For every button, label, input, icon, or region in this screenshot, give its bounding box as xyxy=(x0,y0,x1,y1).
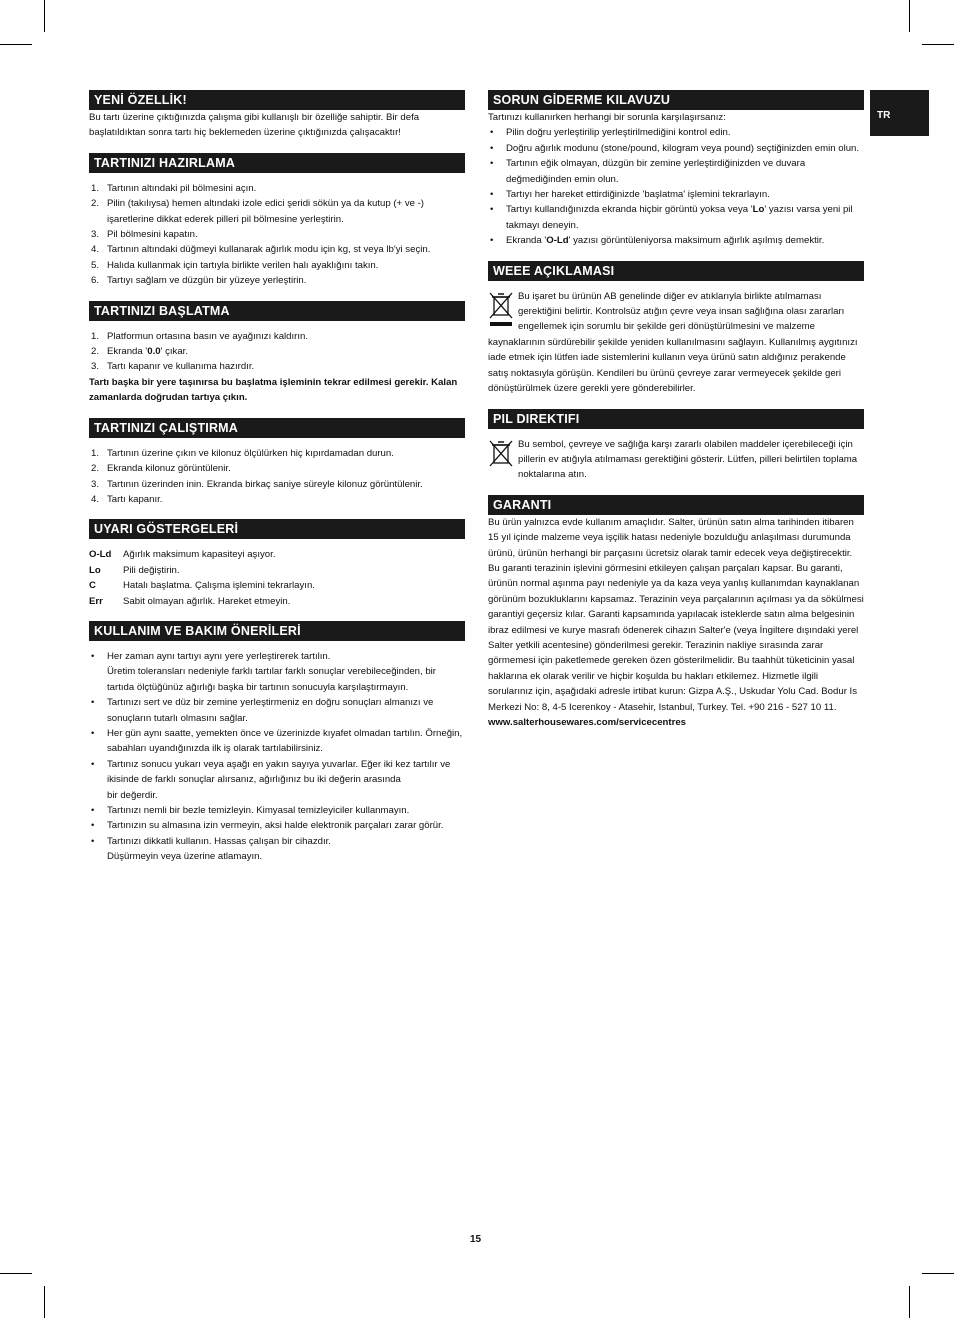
section-prepare xyxy=(89,153,465,289)
section-troubleshoot xyxy=(488,90,864,249)
list-item: 4. Tartının altındaki düğmeyi kullanarak ağırlık modu için kg, st veya lb'yi seçin. xyxy=(91,244,431,256)
section-intro: Tartınızı kullanırken herhangi bir sorunla karşılaşırsanız: xyxy=(488,112,726,123)
display-code: 0.0 xyxy=(147,346,161,358)
list-item: • Doğru ağırlık modunu (stone/pound, kilogram veya pound) seçtiğinizden emin olun. xyxy=(490,142,860,154)
bullet-list xyxy=(488,125,864,248)
crop-mark xyxy=(44,0,45,32)
warning-text: Pili değiştirin. xyxy=(123,564,180,576)
warning-code: O-Ld xyxy=(89,549,112,561)
section-heading: TARTINIZI BAŞLATMA xyxy=(89,301,465,321)
crop-mark xyxy=(909,1286,910,1318)
crop-mark xyxy=(909,0,910,32)
section-heading: WEEE AÇIKLAMASI xyxy=(488,261,864,281)
section-text: Bu ürün yalnızca evde kullanım amaçlıdır. Salter, ürünün satın alma tarihinden itibaren 15 yıl içinde malzeme veya işçilik hatası nedeniyle bozulduğu anlaşılması durumunda ürünü, ürünün herhangi bir parçasını ücretsiz olarak tamir edecek veya değiştirecektir. Bu garanti terazinin işlevini görmesini etkileyen çalışan parçaları kapsar. Bu garanti, ürünün normal aşınma payı nedeniyle ya da kaza veya yanlış kullanımdan kaynaklanan görünüm bozukluklarını kapsamaz. Terazinin veya parçalarının açılması ya da sökülmesi garantiyi geçersiz kılar. Garanti kapsamında yapılacak isteklerde satın alma belgesinin ibraz edilmesi ve kurye masrafı ödenerek cihazın Salter'e (veya İngiltere dışındaki yerel Salter yetkili acentesine) gönderilmesi gerekir. Terazinin nakliye sırasında zarar görmemesi için paketlemede gereken özen gösterilmelidir. Bu taahhüt tüketicinin yasal haklarına ek olarak verilir ve hiçbir koşulda bu hakları etkilemez. Hizmetle ilgili sorularınız için, aşağıdaki adresle irtibat kurun: Gizpa A.Ş., Uskudar Yolu Cad. Bodur Is Merkezi No: 8, 4-5 Icerenkoy - Atasehir, Istanbul, Turkey. Tel. +90 216 - 527 10 11. xyxy=(488,516,864,713)
list-item: 1. Platformun ortasına basın ve ayağınızı kaldırın. xyxy=(91,330,309,342)
service-link[interactable]: www.salterhousewares.com/servicecentres xyxy=(488,717,687,728)
section-warranty xyxy=(488,495,864,731)
list-item: • Her gün aynı saatte, yemekten önce ve üzerinizde kıyafet olmadan tartılın. Örneğin, sabahları uyandığınızda ilk iş olarak tartılabilirsiniz. xyxy=(91,727,463,755)
list-item: • Tartıyı her hareket ettirdiğinizde 'başlatma' işlemini tekrarlayın. xyxy=(490,189,770,201)
crossed-bin-icon xyxy=(488,439,514,469)
list-item: • Ekranda 'O-Ld' yazısı görüntüleniyorsa maksimum ağırlık aşılmış demektir. xyxy=(490,235,825,247)
crop-mark xyxy=(0,44,32,45)
list-item: 2. Ekranda '0.0' çıkar. xyxy=(91,346,189,358)
section-heading: PIL DIREKTIFI xyxy=(488,409,864,429)
crop-mark xyxy=(0,1273,32,1274)
display-code: Lo xyxy=(752,204,765,216)
list-item: • Tartınızı nemli bir bezle temizleyin. Kimyasal temizleyiciler kullanmayın. xyxy=(91,805,410,816)
section-heading: SORUN GİDERME KILAVUZU xyxy=(488,90,864,110)
section-warnings xyxy=(89,519,465,609)
list-item: • Her zaman aynı tartıyı aynı yere yerleştirerek tartılın. Üretim toleransları nedeniyle farklı tartılar farklı sonuçlar verebileceğinden, bir tartıda ölçtüğünüz ağırlığı başka bir tartının sonucuyla karşılaştırmayın. xyxy=(91,650,436,693)
bullet-list xyxy=(89,649,465,865)
list-item: 2. Pilin (takılıysa) hemen altındaki izole edici şeridi sökün ya da kutup (+ ve -) işaretlerine dikkat ederek pilleri pil bölmesine yerleştirin. xyxy=(91,198,425,225)
list-item: 3. Tartı kapanır ve kullanıma hazırdır. xyxy=(91,361,255,373)
list-item: 1. Tartının üzerine çıkın ve kilonuz ölçülürken hiç kıpırdamadan durun. xyxy=(91,447,394,459)
list-item: 1. Tartının altındaki pil bölmesini açın. xyxy=(91,182,257,194)
crossed-bin-icon xyxy=(488,291,514,327)
left-column xyxy=(89,90,465,877)
section-care xyxy=(89,621,465,865)
warning-code: Err xyxy=(89,595,103,607)
list-item: • Tartınızı dikkatli kullanın. Hassas çalışan bir cihazdır. Düşürmeyin veya üzerine atlamayın. xyxy=(91,835,331,863)
list-item: 2. Ekranda kilonuz görüntülenir. xyxy=(91,463,231,475)
numbered-list xyxy=(89,181,465,289)
warning-text: Ağırlık maksimum kapasiteyi aşıyor. xyxy=(123,549,276,561)
crop-mark xyxy=(922,1273,954,1274)
list-item: 4. Tartı kapanır. xyxy=(91,493,163,505)
numbered-list xyxy=(89,446,465,508)
list-item: 5. Halıda kullanmak için tartıyla birlikte verilen halı ayaklığını takın. xyxy=(91,259,379,271)
section-heading: YENİ ÖZELLİK! xyxy=(89,90,465,110)
list-item: • Tartıyı kullandığınızda ekranda hiçbir görüntü yoksa veya 'Lo' yazısı varsa yeni pil takmayı deneyin. xyxy=(490,204,853,231)
list-item: 3. Pil bölmesini kapatın. xyxy=(91,229,198,241)
warning-code: C xyxy=(89,580,96,592)
display-code: O-Ld xyxy=(546,235,569,247)
section-heading: TARTINIZI HAZIRLAMA xyxy=(89,153,465,173)
section-heading: KULLANIM VE BAKIM ÖNERİLERİ xyxy=(89,621,465,641)
page-number: 15 xyxy=(470,1234,482,1245)
numbered-list xyxy=(89,329,465,375)
list-item: • Pilin doğru yerleştirilip yerleştirilmediğini kontrol edin. xyxy=(490,127,731,139)
list-item: 6. Tartıyı sağlam ve düzgün bir yüzeye yerleştirin. xyxy=(91,275,307,287)
section-heading: TARTINIZI ÇALIŞTIRMA xyxy=(89,418,465,438)
right-column xyxy=(488,90,864,742)
language-tab: TR xyxy=(870,90,929,136)
list-item: • Tartınızı sert ve düz bir zemine yerleştirmeniz en doğru sonuçları almanızı ve sonuçların tutarlı olmasını sağlar. xyxy=(91,697,434,724)
section-start xyxy=(89,301,465,406)
list-item: • Tartınızın su almasına izin vermeyin, aksi halde elektronik parçaları zarar görür. xyxy=(91,820,444,832)
warning-code: Lo xyxy=(89,564,101,576)
section-text: Bu tartı üzerine çıktığınızda çalışma gibi kullanışlı bir özelliğe sahiptir. Bir defa başlatıldıktan sonra tartı hiç beklemeden üzerine çıktığınızda çalışacaktır! xyxy=(89,112,420,139)
list-item: 3. Tartının üzerinden inin. Ekranda birkaç saniye süreyle kilonuz görüntülenir. xyxy=(91,478,423,490)
section-operate xyxy=(89,418,465,508)
warning-text: Hatalı başlatma. Çalışma işlemini tekrarlayın. xyxy=(123,580,315,592)
crop-mark xyxy=(922,44,954,45)
section-heading: UYARI GÖSTERGELERİ xyxy=(89,519,465,539)
start-note: Tartı başka bir yere taşınırsa bu başlatma işleminin tekrar edilmesi gerekir. Kalan zamanlarda doğrudan tartıya çıkın. xyxy=(89,376,458,404)
section-body xyxy=(488,437,864,483)
section-text: Bu sembol, çevreye ve sağlığa karşı zararlı olabilen maddeler içerebileceği için pillerin ev atığıyla atılmaması gerektiğini gösterir. Lütfen, pilleri belirtilen toplama noktalarına atın. xyxy=(518,438,858,481)
warning-text: Sabit olmayan ağırlık. Hareket etmeyin. xyxy=(123,595,291,607)
warning-codes-list xyxy=(89,547,465,609)
list-item: • Tartınız sonucu yukarı veya aşağı en yakın sayıya yuvarlar. Eğer iki kez tartılır ve ikisinde de farklı sonuçlar alırsanız, ağırlığınız bu iki değerin arasında bir değerdir. xyxy=(91,758,451,801)
section-new-feature xyxy=(89,90,465,141)
section-heading: GARANTI xyxy=(488,495,864,515)
crop-mark xyxy=(44,1286,45,1318)
section-weee xyxy=(488,261,864,397)
section-body xyxy=(488,289,864,397)
list-item: • Tartının eğik olmayan, düzgün bir zemine yerleştirdiğinizden ve duvara değmediğinden emin olun. xyxy=(490,158,806,185)
section-battery xyxy=(488,409,864,483)
section-text: Bu işaret bu ürünün AB genelinde diğer ev atıklarıyla birlikte atılmaması gerektiğini belirtir. Kontrolsüz atığın çevre veya insan sağlığına olası zararları engellemek için sorumlu bir şekilde geri dönüştürülmesini ve malzeme kaynaklarının sürdürebilir şekilde yeniden kullanılmasını sağlayın. Kullanılmış aygıtınızı iade etmek için lütfen iade sistemlerini kullanın veya ürünü satın aldığınız perakende satış noktasıyla görüşün. Kendileri bu ürünü çevreye zarar vermeyecek şekilde geri dönüştürülmek üzere gerekli yere gönderebilirler. xyxy=(488,290,858,395)
